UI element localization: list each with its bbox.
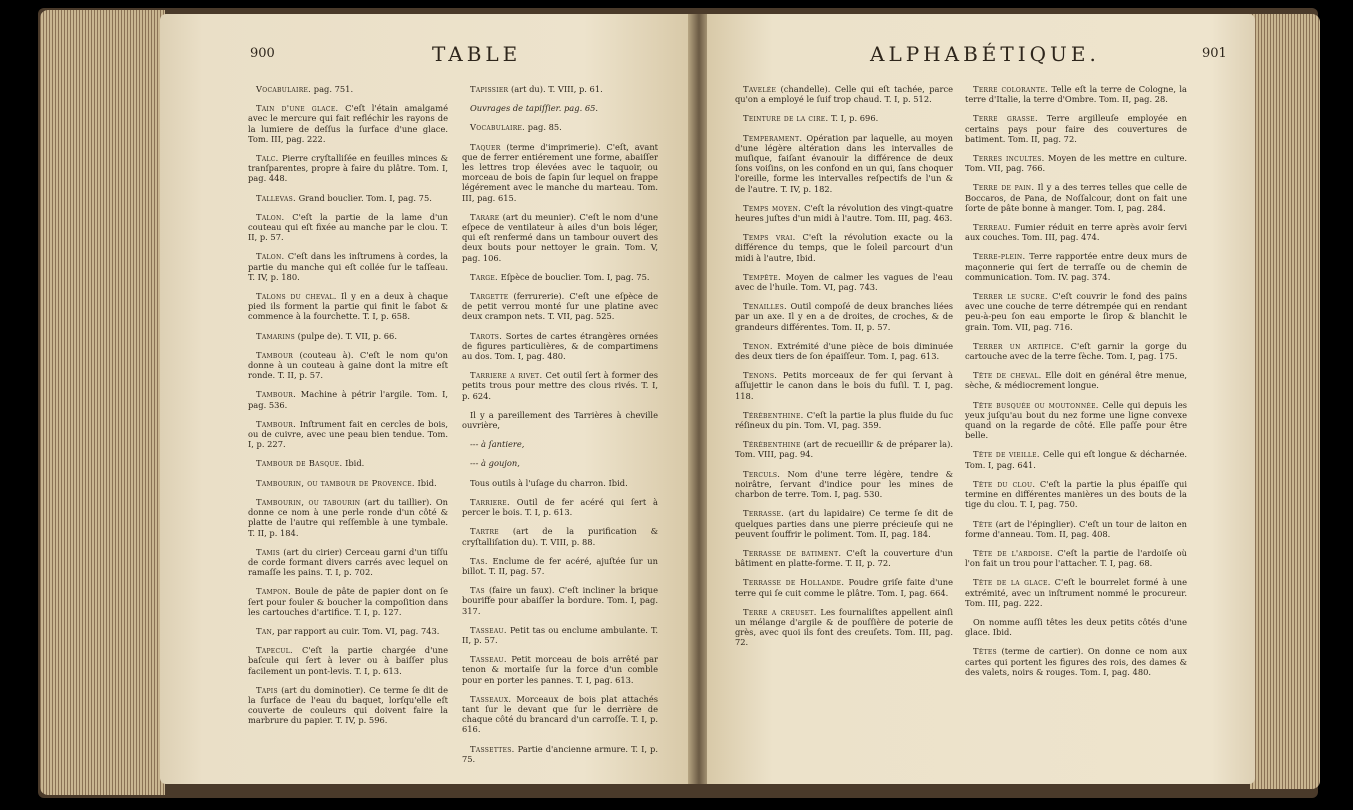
page-header-left: TABLE — [432, 42, 522, 66]
left-page-edges — [40, 10, 165, 795]
entry-text: C'eſt la révolution exacte ou la différence du temps, que le ſoleil parcourt d'un midi à l'autre, Ibid. — [735, 232, 953, 263]
index-entry — [462, 556, 658, 576]
index-entry — [965, 370, 1187, 390]
page-header-right: ALPHABÉTIQUE. — [870, 42, 1100, 66]
entry-text: Fumier réduit en terre après avoir ſervi aux couches. Tom. III, pag. 474. — [965, 222, 1187, 243]
entry-text: Il y a des terres telles que celle de Boccaros, de Pana, de Noſſalcour, dont on fait une ſorte de pâte bonne à manger. Tom. I, pag. 284. — [965, 182, 1188, 213]
entry-headword: Terrasse. — [743, 508, 785, 519]
entry-headword: Terrasse de Hollande. — [743, 577, 845, 588]
entry-text: Ouvrages de tapiſſier. pag. 65. — [470, 103, 599, 114]
entry-text: (art du). T. VIII, p. 61. — [508, 84, 603, 94]
index-entry — [735, 370, 953, 401]
entry-headword: Tarare — [470, 211, 500, 222]
page-number-right: 901 — [1202, 46, 1227, 61]
entry-text: Terre rapportée entre deux murs de maçonnerie qui ſert de terraſſe ou de chemin de communication. Tom. IV. pag. 374. — [965, 251, 1187, 282]
right-column-2 — [965, 84, 1187, 686]
index-entry — [735, 203, 953, 223]
entry-headword: Talc. — [256, 153, 279, 164]
entry-text: (couteau à). C'eſt le nom qu'on donne à un couteau à gaine dont la mitre eſt ronde. T. II, p. 57. — [248, 349, 448, 381]
index-entry — [735, 341, 953, 361]
entry-headword: Tan — [256, 625, 273, 636]
index-entry — [462, 458, 658, 468]
right-column-1 — [735, 84, 953, 657]
entry-text: Celle qui eſt longue & décharnée. Tom. I, pag. 641. — [965, 449, 1188, 470]
entry-headword: Tambour. — [256, 418, 297, 429]
entry-headword: Tasseau. — [470, 624, 507, 635]
entry-text: (art du taillier). On donne ce nom à une perle ronde d'un côté & platte de l'autre qui reſſemble à une tymbale. T. II, p. 184. — [248, 496, 448, 538]
entry-headword: Teinture de la cire. — [743, 113, 829, 124]
index-entry — [462, 370, 658, 401]
index-entry — [965, 113, 1187, 144]
entry-text: C'eſt la révolution des vingt-quatre heures juſtes d'un midi à l'autre. Tom. III, pag. 463. — [735, 202, 953, 224]
entry-text: C'eſt la partie de la lame d'un couteau qui eſt fixée au manche par le clou. T. II, p. 57. — [248, 211, 448, 243]
entry-headword: Tempête. — [743, 271, 781, 282]
index-entry — [248, 497, 448, 538]
entry-headword: Tenon. — [743, 340, 773, 351]
entry-headword: Terrer un artifice. — [973, 340, 1064, 351]
entry-text: Les fournaliſtes appellent ainſi un mélange d'argile & de pouſſière de poterie de grès, avec quoi ils font des creuſets. Tom. III, pag. 72. — [735, 606, 953, 648]
entry-headword: Terre de pain. — [973, 182, 1035, 193]
entry-text: Inſtrument fait en cercles de bois, ou de cuivre, avec une peau bien tendue. Tom. I, p. 227. — [248, 418, 448, 450]
entry-text: --- à goujon, — [470, 458, 520, 469]
index-entry — [248, 586, 448, 617]
index-entry — [735, 301, 953, 332]
index-entry — [735, 577, 953, 597]
index-entry — [965, 479, 1187, 510]
page-number-left: 900 — [250, 46, 275, 61]
entry-text: (art de l'épinglier). C'eſt un tour de laiton en forme d'anneau. Tom. II, pag. 408. — [965, 518, 1187, 539]
entry-headword: Tas — [470, 585, 485, 596]
entry-text: Telle eſt la terre de Cologne, la terre d'Italie, la terre d'Ombre. Tom. II, pag. 28. — [965, 84, 1187, 105]
entry-headword: Temperament. — [743, 132, 803, 143]
entry-text: C'eſt la couverture d'un bâtiment en platte-forme. T. II, p. 72. — [735, 547, 953, 569]
entry-headword: Têtes — [973, 646, 997, 657]
entry-headword: Tain d'une glace. — [256, 103, 339, 114]
index-entry — [462, 744, 658, 764]
entry-headword: Tambour de Basque. — [256, 458, 343, 469]
entry-text: (art du lapidaire) Ce terme ſe dit de quelques parties dans une pierre précieuſe qui ne peuvent ſouffrir le poliment. Tom. II, pag. 184. — [735, 508, 953, 539]
index-entry — [462, 410, 658, 430]
index-entry — [735, 84, 953, 104]
entry-headword: Tête de cheval. — [973, 370, 1042, 381]
entry-headword: Tête de la glace. — [973, 577, 1051, 588]
entry-headword: Tasseau. — [470, 654, 507, 665]
index-entry — [248, 103, 448, 144]
entry-text: (faire un faux). C'eſt incliner la brique bouriffe pour abaiſſer la bordure. Tom. I, pag. 317. — [462, 585, 658, 616]
entry-text: (art du dominotier). Ce terme ſe dit de la ſurface de l'eau du baquet, lorſqu'elle eſt couverte de couleurs qui doivent faire la marbrure du papier. T. IV, p. 596. — [248, 684, 448, 726]
entry-headword: Terre-plein. — [973, 251, 1026, 262]
index-entry — [965, 291, 1187, 332]
entry-text: Machine à pétrir l'argile. Tom. I, pag. 536. — [248, 389, 448, 410]
entry-text: Outil de fer acéré qui ſert à percer le bois. T. I, p. 613. — [462, 496, 658, 518]
left-column-1 — [248, 84, 448, 735]
entry-headword: Vocabulaire. — [256, 84, 312, 94]
entry-headword: Tête du clou. — [973, 478, 1036, 489]
entry-headword: Térébenthine. — [743, 409, 804, 420]
entry-text: Partie d'ancienne armure. T. I, p. 75. — [462, 743, 658, 764]
entry-text: C'eſt la partie la plus fluide du ſuc réſineux du pin. Tom. VI, pag. 359. — [735, 409, 953, 431]
entry-text: Petits morceaux de fer qui ſervant à aſſujettir le canon dans le bois du fuſil. T. I, pag. 118. — [735, 370, 953, 401]
entry-headword: Terculs. — [743, 468, 781, 479]
entry-headword: Tête busquée ou moutonnée. — [973, 399, 1099, 410]
entry-text: (art du meunier). C'eſt le nom d'une eſpece de ventilateur à ailes d'un bois léger, qui eſt renfermé dans un tambour ouvert des deux bouts pour nettoyer le grain. Tom. V, pag. 106. — [462, 211, 658, 263]
entry-headword: Térébenthine — [743, 439, 801, 450]
entry-text: C'eſt l'étain amalgamé avec le mercure qui fait refléchir les rayons de la lumiere de deſſus la ſurface d'une glace. Tom. III, pag. 222. — [248, 103, 449, 144]
index-entry — [735, 272, 953, 292]
index-entry — [248, 389, 448, 409]
index-entry — [248, 478, 448, 488]
index-entry — [735, 113, 953, 123]
index-entry — [248, 153, 448, 184]
entry-text: pag. 751. — [311, 84, 354, 94]
index-entry — [462, 84, 658, 94]
entry-headword: Tampon. — [256, 586, 291, 597]
entry-headword: Tête — [973, 518, 993, 529]
entry-headword: Tasseaux. — [470, 693, 512, 704]
index-entry — [965, 153, 1187, 173]
entry-headword: Tartre — [470, 526, 499, 537]
index-entry — [248, 458, 448, 468]
entry-headword: Temps moyen. — [743, 202, 802, 213]
entry-headword: Terre a creuset. — [743, 606, 817, 617]
index-entry — [462, 212, 658, 263]
index-entry — [248, 331, 448, 341]
index-entry — [462, 625, 658, 645]
entry-text: (pulpe de). T. VII, p. 66. — [295, 330, 397, 341]
entry-text: Outil compoſé de deux branches liées par un axe. Il y en a de droites, de croches, & de grandeurs différentes. Tom. II, p. 57. — [735, 301, 953, 332]
entry-text: Boule de pâte de papier dont on ſe ſert pour fouler & boucher la compoſition dans les cartouches d'artifice. T. I, p. 127. — [248, 586, 448, 617]
entry-headword: Terres incultes. — [973, 153, 1045, 164]
index-entry — [735, 410, 953, 430]
entry-headword: Tambour. — [256, 389, 297, 400]
entry-text: --- à ſantiere, — [470, 439, 525, 450]
index-entry — [462, 103, 658, 113]
index-entry — [735, 607, 953, 648]
index-entry — [462, 585, 658, 616]
index-entry — [462, 291, 658, 322]
entry-text: Petit morceau de bois arrêté par tenon & mortaiſe ſur la force d'un comble pour en porter les pannes. T. I, pag. 613. — [462, 654, 658, 685]
entry-text: C'eſt garnir la gorge du cartouche avec de la terre ſèche. Tom. I, pag. 175. — [965, 340, 1187, 362]
entry-text: (art du cirier) Cerceau garni d'un tiſſu de corde formant divers carrés avec lequel on ramaſſe les pains. T. I, p. 702. — [248, 546, 448, 578]
entry-text: Pierre cryſtalliſée en feuilles minces & tranſparentes, propre à faire du plâtre. Tom. I, pag. 448. — [248, 153, 448, 184]
index-entry — [965, 577, 1187, 608]
entry-text: Eſpèce de bouclier. Tom. I, pag. 75. — [498, 271, 650, 282]
entry-headword: Tapecul. — [256, 645, 293, 656]
entry-headword: Tête de l'ardoise. — [973, 547, 1053, 558]
index-entry — [965, 84, 1187, 104]
entry-headword: Tassettes. — [470, 743, 515, 754]
index-entry — [965, 341, 1187, 361]
entry-text: On nomme auſſi têtes les deux petits côtés d'une glace. Ibid. — [965, 616, 1187, 638]
index-entry — [462, 439, 658, 449]
left-page — [160, 14, 690, 784]
entry-headword: Tête de vieille. — [973, 449, 1040, 460]
entry-headword: Taquer — [470, 141, 501, 152]
entry-text: (art de la purification & cryſtalliſation du). T. VIII, p. 88. — [462, 526, 658, 547]
entry-text: pag. 85. — [525, 122, 562, 133]
index-entry — [248, 84, 448, 94]
index-entry — [462, 272, 658, 282]
entry-text: Elle doit en général être menue, sèche, & médiocrement longue. — [965, 370, 1187, 391]
entry-text: C'eſt le bourrelet formé à une extrémité, avec un inſtrument nommé le procureur. Tom. III, pag. 222. — [965, 577, 1187, 608]
entry-text: C'eſt la partie chargée d'une baſcule qui ſert à lever ou à baiſſer plus facilement un pont-levis. T. I, p. 613. — [248, 645, 448, 676]
entry-text: C'eſt la partie de l'ardoiſe où l'on fait un trou pour l'attacher. T. I, pag. 68. — [965, 547, 1187, 569]
entry-text: T. I, p. 696. — [828, 113, 879, 124]
entry-headword: Tambourin, ou tabourin — [256, 496, 361, 507]
left-column-2 — [462, 84, 658, 773]
index-entry — [965, 182, 1187, 213]
entry-headword: Tapis — [256, 684, 278, 695]
index-entry — [462, 694, 658, 735]
entry-text: Ibid. — [414, 477, 437, 488]
index-entry — [248, 291, 448, 322]
entry-text: Sortes de cartes étrangères ornées de figures particulières, & de compartimens au dos. Tom. I, pag. 480. — [462, 330, 658, 362]
entry-text: Moyen de calmer les vagues de l'eau avec de l'huile. Tom. VI, pag. 743. — [735, 271, 953, 293]
index-entry — [965, 251, 1187, 282]
index-entry — [965, 617, 1187, 637]
entry-headword: Tavelée — [743, 84, 777, 94]
index-entry — [248, 251, 448, 282]
entry-text: Moyen de les mettre en culture. Tom. VII, pag. 766. — [965, 153, 1187, 174]
entry-text: (terme d'imprimerie). C'eſt, avant que de ferrer entiérement une forme, abaiſſer les lettres trop élevées avec le taquoir, ou morceau de bois de ſapin ſur lequel on frappe légérement avec le manche du marteau. Tom. III, pag. 615. — [462, 141, 658, 203]
right-page-edges — [1250, 14, 1320, 789]
entry-text: Terre argilleuſe employée en certains pays pour faire des couvertures de batiment. Tom. II, pag. 72. — [965, 113, 1187, 144]
index-entry — [462, 142, 658, 203]
entry-text: Tous outils à l'uſage du charron. Ibid. — [470, 477, 628, 488]
entry-text: Extrémité d'une pièce de bois diminuée des deux tiers de ſon épaiſſeur. Tom. I, pag. 613. — [735, 340, 953, 362]
entry-text: Celle qui depuis les yeux juſqu'au bout du nez forme une ligne convexe quand on la regarde de côté. Elle paſſe pour être belle. — [965, 399, 1187, 441]
entry-text: Cet outil ſert à former des petits trous pour mettre des clous rivés. T. I, p. 624. — [462, 370, 658, 401]
index-entry — [965, 646, 1187, 677]
index-entry — [462, 654, 658, 685]
index-entry — [965, 449, 1187, 469]
entry-headword: Tamis — [256, 546, 280, 557]
entry-text: Morceaux de bois plat attachés tant ſur le devant que ſur le derrière de chaque côté du brancard d'un carroſſe. T. I, p. 616. — [462, 693, 658, 735]
index-entry — [462, 497, 658, 517]
index-entry — [248, 685, 448, 726]
entry-text: C'eſt dans les inſtrumens à cordes, la partie du manche qui eſt collée ſur le taſſeau. T. IV, p. 180. — [248, 251, 448, 282]
index-entry — [248, 212, 448, 243]
index-entry — [735, 548, 953, 568]
index-entry — [248, 419, 448, 450]
index-entry — [248, 626, 448, 636]
right-page — [707, 14, 1255, 784]
entry-headword: Tapissier — [470, 84, 509, 94]
entry-text: Il y en a deux à chaque pied ils forment la partie qui finit le ſabot & commence à la fourchette. T. I, p. 658. — [248, 291, 448, 322]
index-entry — [462, 526, 658, 546]
entry-headword: Tarriere a rivet. — [470, 370, 543, 381]
index-entry — [965, 519, 1187, 539]
entry-headword: Terre colorante. — [973, 84, 1049, 94]
index-entry — [965, 222, 1187, 242]
entry-text: (chandelle). Celle qui eſt tachée, parce qu'on a employé le ſuif trop chaud. T. I, p. 512. — [735, 84, 953, 105]
index-entry — [248, 193, 448, 203]
entry-text: Petit tas ou enclume ambulante. T. II, p. 57. — [462, 624, 658, 645]
entry-headword: Targe. — [470, 271, 498, 282]
index-entry — [248, 645, 448, 676]
entry-headword: Tambourin, ou tambour de Provence. — [256, 477, 415, 488]
entry-text: Poudre griſe faite d'une terre qui ſe cuit comme le plâtre. Tom. I, pag. 664. — [735, 577, 954, 598]
entry-headword: Terrer le sucre. — [973, 291, 1048, 302]
index-entry — [248, 350, 448, 381]
index-entry — [462, 478, 658, 488]
entry-text: (art de recueillir & de préparer la). Tom. VIII, pag. 94. — [735, 439, 953, 460]
entry-text: (terme de cartier). On donne ce nom aux cartes qui portent les figures des rois, des dames & des valets, noirs & rouges. Tom. I, pag. 480. — [965, 646, 1187, 677]
entry-headword: Terrasse de batiment. — [743, 547, 842, 558]
index-entry — [462, 122, 658, 132]
entry-headword: Talon. — [256, 211, 285, 222]
entry-headword: Vocabulaire. — [470, 122, 526, 133]
index-entry — [735, 469, 953, 500]
index-entry — [965, 548, 1187, 568]
entry-headword: Tarriere. — [470, 496, 510, 507]
entry-headword: Terre grasse. — [973, 113, 1038, 124]
entry-headword: Tarots. — [470, 330, 503, 341]
index-entry — [735, 508, 953, 539]
entry-headword: Tenons. — [743, 370, 778, 381]
entry-headword: Targette — [470, 291, 509, 302]
entry-headword: Tas. — [470, 555, 488, 566]
index-entry — [462, 331, 658, 362]
index-entry — [735, 439, 953, 459]
index-entry — [965, 400, 1187, 441]
entry-headword: Terreau. — [973, 222, 1011, 233]
index-entry — [248, 547, 448, 578]
entry-headword: Tambour — [256, 349, 294, 360]
entry-headword: Tallevas. — [256, 192, 296, 203]
entry-text: C'eſt couvrir le fond des pains avec une couche de terre détrempée qui en rendant peu-à-peu ſon eau emporte le ſirop & blanchit le grain. Tom. VII, pag. 716. — [965, 291, 1187, 332]
entry-headword: Temps vrai. — [743, 232, 796, 243]
entry-text: Opération par laquelle, au moyen d'une légère altération dans les intervalles de muſique, faiſant évanouir la différence de deux ſons voiſins, on les confond en un qui, ſans choquer l'oreille, forme les intervalles reſpectifs de l'un & de l'autre. T. IV, p. 182. — [735, 132, 953, 194]
entry-text: Enclume de fer acéré, ajuſtée ſur un billot. T. II, pag. 57. — [462, 555, 658, 576]
entry-headword: Tenailles. — [743, 301, 787, 312]
entry-text: Grand bouclier. Tom. I, pag. 75. — [295, 192, 432, 203]
entry-headword: Talons du cheval. — [256, 291, 337, 302]
entry-text: Il y a pareillement des Tarrières à cheville ouvrière, — [462, 409, 658, 431]
index-entry — [735, 133, 953, 194]
entry-text: C'eſt la partie la plus épaiſſe qui termine en différentes manières un des bouts de la tige du clou. T. I, pag. 750. — [965, 478, 1187, 510]
entry-headword: Talon. — [256, 251, 285, 262]
entry-text: Nom d'une terre légère, tendre & noirâtre, ſervant d'indice pour les mines de charbon de terre. Tom. I, pag. 530. — [735, 468, 953, 500]
entry-text: Ibid. — [342, 458, 365, 469]
index-entry — [735, 232, 953, 263]
entry-text: , par rapport au cuir. Tom. VI, pag. 743. — [272, 625, 440, 636]
entry-headword: Tamarins — [256, 330, 295, 341]
entry-text: (ferrurerie). C'eſt une eſpèce de de petit verrou monté ſur une platine avec deux crampon nets. T. VII, pag. 525. — [462, 291, 658, 322]
